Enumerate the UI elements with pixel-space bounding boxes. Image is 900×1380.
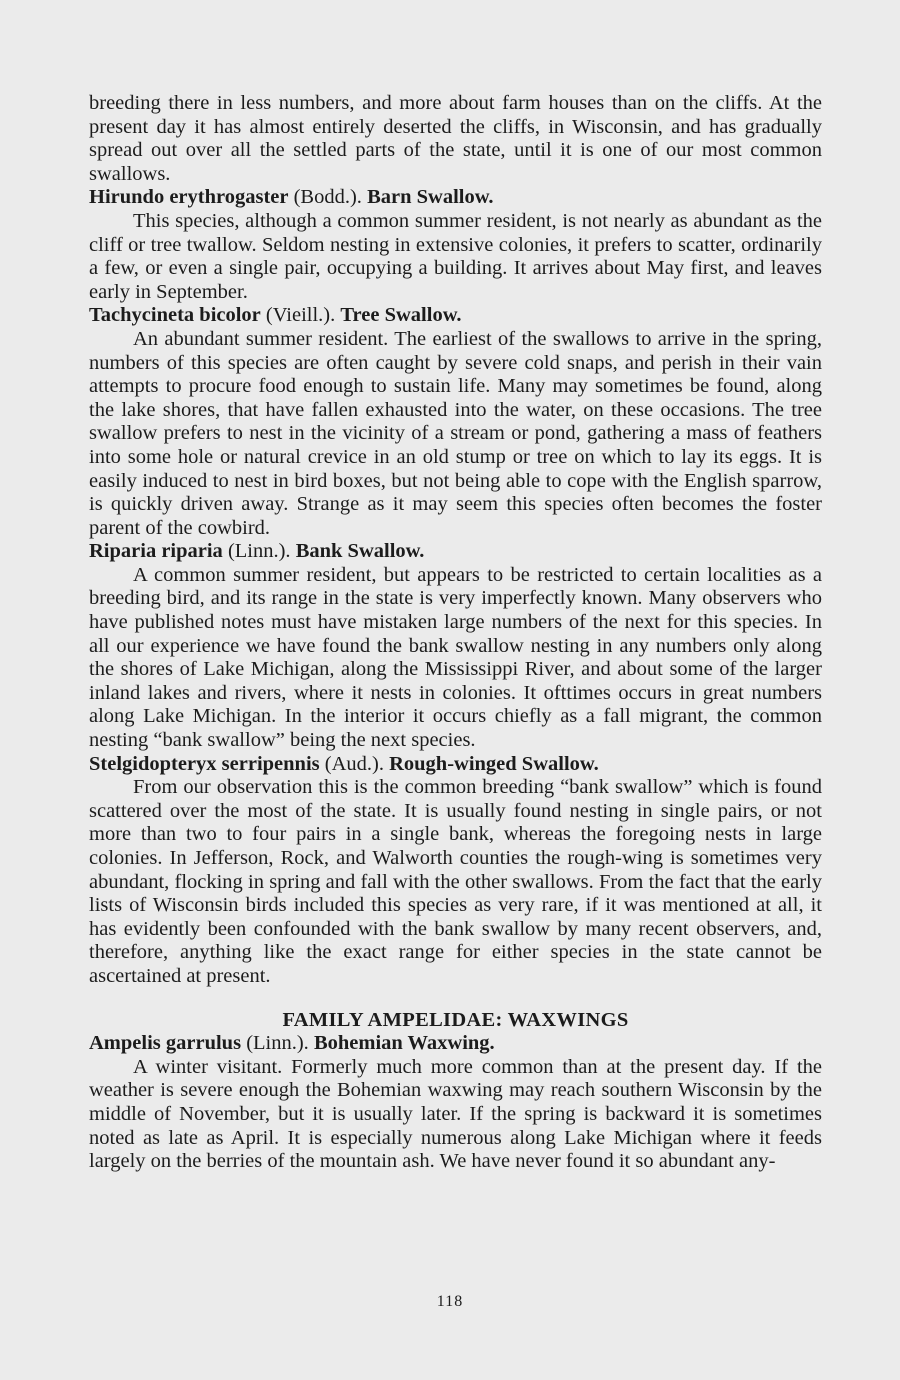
page-number: 118 <box>436 1293 464 1310</box>
authority: (Aud.). <box>319 752 390 775</box>
species-text-barn-swallow: This species, although a common summer resident, is not nearly as abundant as the cliff or tree twallow. Seldom nesting in extensive colonies, it prefers to scatter, ordinarily a few, or even a single pair, occupying a building. It arrives about May first, and leaves early in September. <box>89 209 822 303</box>
species-heading-bank-swallow <box>89 540 822 564</box>
common-name: Barn Swallow. <box>367 186 494 209</box>
common-name: Bohemian Waxwing. <box>313 1032 495 1055</box>
scientific-name: Tachycineta bicolor <box>89 304 261 327</box>
species-text-bank-swallow: A common summer resident, but appears to be restricted to certain localities as a breeding bird, and its range in the state is very imperfectly known. Many observers who have published notes must have mistaken large numbers of the next for this species. In all our experience we have found the bank swallow nesting in any numbers only along the shores of Lake Michigan, along the Mississippi River, and about some of the larger inland lakes and rivers, where it nests in colonies. It ofttimes occurs in great numbers along Lake Michigan. In the interior it occurs chiefly as a fall migrant, the common nesting “bank swallow” being the next species. <box>89 563 822 752</box>
species-heading-rough-winged-swallow <box>89 753 822 777</box>
page-body <box>89 92 822 1174</box>
family-heading: FAMILY AMPELIDAE: WAXWINGS <box>282 1008 629 1031</box>
common-name: Bank Swallow. <box>295 540 425 563</box>
authority: (Bodd.). <box>288 186 368 209</box>
scientific-name: Stelgidopteryx serripennis <box>89 752 320 775</box>
authority: (Linn.). <box>241 1032 314 1055</box>
scientific-name: Hirundo erythrogaster <box>89 186 289 209</box>
species-text-tree-swallow: An abundant summer resident. The earliest of the swallows to arrive in the spring, numbers of this species are often caught by severe cold snaps, and perish in their vain attempts to procure food enough to sustain life. Many may sometimes be found, along the lake shores, that have fallen exhausted into the water, on these occasions. The tree swallow prefers to nest in the vicinity of a stream or pond, gathering a mass of feathers into some hole or natural crevice in an old stump or tree on which to lay its eggs. It is easily induced to nest in bird boxes, but not being able to cope with the English sparrow, is quickly driven away. Strange as it may seem this species often becomes the foster parent of the cowbird. <box>89 327 822 539</box>
species-heading-tree-swallow <box>89 304 822 328</box>
species-heading-barn-swallow <box>89 186 822 210</box>
common-name: Rough-winged Swallow. <box>389 752 599 775</box>
scientific-name: Ampelis garrulus <box>89 1032 242 1055</box>
species-text-rough-winged-swallow: From our observation this is the common breeding “bank swallow” which is found scattered over the most of the state. It is usually found nesting in single pairs, or not more than two to four pairs in a single bank, whereas the foregoing nests in large colonies. In Jefferson, Rock, and Walworth counties the rough-wing is sometimes very abundant, flocking in spring and fall with the other swallows. From the fact that the early lists of Wisconsin birds included this species as very rare, if it was mentioned at all, it has evidently been confounded with the bank swallow by many recent observers, and, therefore, anything like the exact range for either species in the state cannot be ascertained at present. <box>89 776 822 987</box>
authority: (Linn.). <box>222 540 296 563</box>
authority: (Vieill.). <box>260 304 341 327</box>
scientific-name: Riparia riparia <box>89 540 223 563</box>
species-heading-bohemian-waxwing <box>89 1032 822 1056</box>
common-name: Tree Swallow. <box>340 304 462 327</box>
intro-paragraph: breeding there in less numbers, and more about farm houses than on the cliffs. At the present day it has almost entirely deserted the cliffs, in Wisconsin, and has gradually spread out over all the settled parts of the state, until it is one of our most common swallows. <box>89 92 822 185</box>
species-text-bohemian-waxwing: A winter visitant. Formerly much more common than at the present day. If the weather is severe enough the Bohemian waxwing may reach southern Wisconsin by the middle of November, but it is usually later. If the spring is backward it is sometimes noted as late as April. It is especially numerous along Lake Michigan where it feeds largely on the berries of the mountain ash. We have never found it so abundant any- <box>89 1055 822 1173</box>
